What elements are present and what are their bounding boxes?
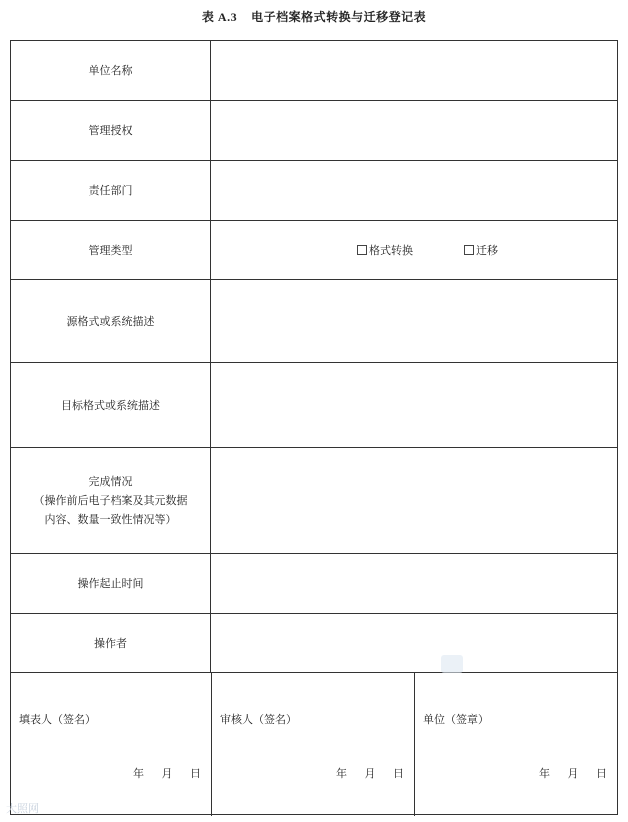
completion-note-line2: 内容、数量一致性情况等） (44, 513, 177, 526)
signature-reviewer[interactable] (211, 673, 414, 816)
row-source-format (11, 280, 617, 363)
field-operation-time[interactable] (211, 554, 617, 613)
signature-filler[interactable] (11, 673, 211, 816)
label-management-auth: 管理授权 (11, 101, 211, 160)
checkbox-icon[interactable] (464, 245, 474, 255)
field-target-format[interactable] (211, 363, 617, 447)
row-management-type (11, 221, 617, 280)
label-responsible-dept: 责任部门 (11, 161, 211, 220)
signature-unit-seal[interactable] (414, 673, 617, 816)
table-title: 电子档案格式转换与迁移登记表 (251, 10, 427, 24)
row-management-auth (11, 101, 617, 161)
table-number: 表 A.3 (201, 10, 238, 24)
filler-date: 年 月 日 (133, 767, 201, 780)
field-responsible-dept[interactable] (211, 161, 617, 220)
field-management-type (211, 221, 617, 279)
option-format-conversion[interactable] (357, 242, 413, 258)
field-source-format[interactable] (211, 280, 617, 362)
field-unit-name[interactable] (211, 41, 617, 100)
completion-note-line1: （操作前后电子档案及其元数据 (33, 494, 188, 507)
label-management-type: 管理类型 (11, 221, 211, 279)
unit-seal-label: 单位（签章） (423, 713, 489, 726)
label-operator: 操作者 (11, 614, 211, 672)
label-unit-name: 单位名称 (11, 41, 211, 100)
row-responsible-dept (11, 161, 617, 221)
field-operator[interactable] (211, 614, 617, 672)
watermark-text: 大照网 (6, 802, 39, 815)
field-completion[interactable] (211, 448, 617, 553)
option-migration[interactable] (464, 242, 498, 258)
unit-seal-date: 年 月 日 (539, 767, 607, 780)
filler-label: 填表人（签名） (19, 713, 96, 726)
row-unit-name (11, 41, 617, 101)
row-completion (11, 448, 617, 554)
option-format-conversion-label: 格式转换 (369, 244, 413, 257)
label-operation-time: 操作起止时间 (11, 554, 211, 613)
row-operator (11, 614, 617, 673)
row-target-format (11, 363, 617, 448)
table-caption (0, 8, 628, 25)
reviewer-date: 年 月 日 (336, 767, 404, 780)
label-completion (11, 448, 211, 553)
reviewer-label: 审核人（签名） (220, 713, 297, 726)
registration-form (10, 40, 618, 815)
label-source-format: 源格式或系统描述 (11, 280, 211, 362)
watermark-logo-icon (441, 655, 463, 673)
checkbox-icon[interactable] (357, 245, 367, 255)
label-target-format: 目标格式或系统描述 (11, 363, 211, 447)
option-migration-label: 迁移 (476, 244, 498, 257)
field-management-auth[interactable] (211, 101, 617, 160)
row-operation-time (11, 554, 617, 614)
completion-title: 完成情况 (88, 475, 133, 488)
